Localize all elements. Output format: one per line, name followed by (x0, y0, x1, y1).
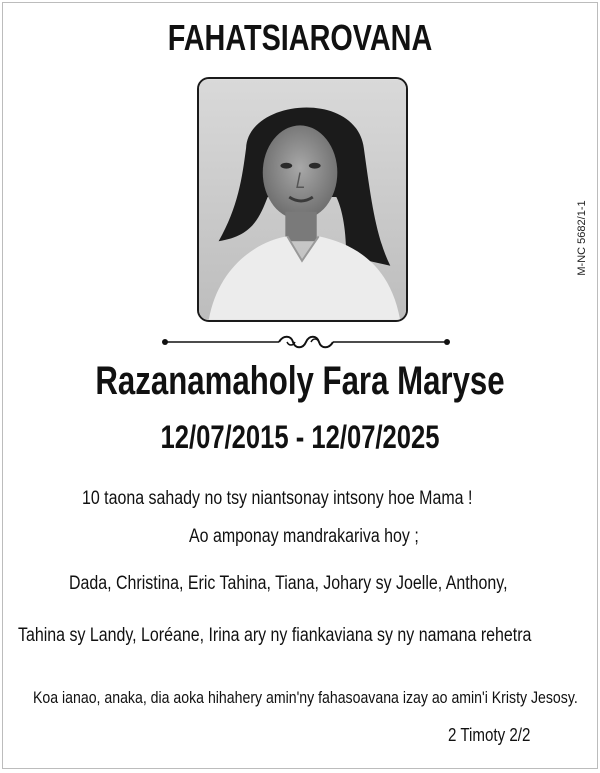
family-line-2: Tahina sy Landy, Loréane, Irina ary ny fiankaviana sy ny namana rehetra (18, 625, 532, 646)
deceased-name: Razanamaholy Fara Maryse (95, 359, 505, 403)
scripture-quote: Koa ianao, anaka, dia aoka hihahery amin'ny fahasoavana izay ao amin'i Kristy Jesosy. (33, 688, 578, 707)
portrait-photo (197, 77, 408, 322)
notice-heading: FAHATSIAROVANA (167, 17, 433, 58)
family-line-1: Dada, Christina, Eric Tahina, Tiana, Johary sy Joelle, Anthony, (69, 573, 508, 594)
scripture-reference: 2 Timoty 2/2 (448, 725, 531, 745)
reference-code: M-NC 5682/1-1 (576, 200, 588, 276)
memorial-notice (2, 2, 598, 769)
portrait-icon (199, 79, 406, 320)
message-line-1: 10 taona sahady no tsy niantsonay intsony hoe Mama ! (82, 488, 473, 509)
flourish-divider-icon (161, 333, 451, 351)
memorial-dates: 12/07/2015 - 12/07/2025 (160, 419, 440, 455)
message-line-2: Ao amponay mandrakariva hoy ; (189, 526, 419, 547)
